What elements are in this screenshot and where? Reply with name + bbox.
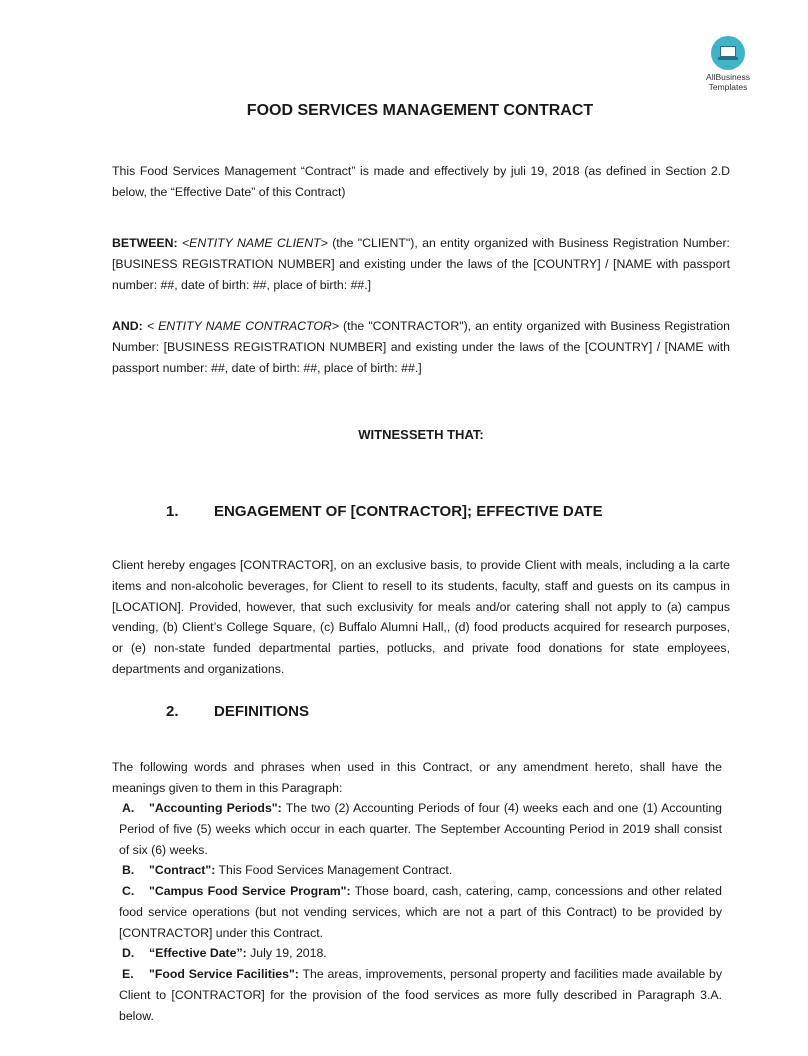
definition-term: "Accounting Periods": — [149, 801, 282, 815]
and-label: AND: — [112, 319, 143, 333]
section-1-body: Client hereby engages [CONTRACTOR], on an exclusive basis, to provide Client with meals, including a la carte items and non-alcoholic beverages, for Client to resell to its students, faculty, staff and guests on its campus in [LOCATION]. Provided, however, that such exclusivity for meals and/or catering shall not apply to (a) campus vending, (b) Client’s College Square, (c) Buffalo Alumni Hall,, (d) food products acquired for research purposes, or (e) non-state funded departmental parties, potlucks, and private food donations for state employees, departments and organizations. — [112, 558, 730, 676]
definition-term: "Food Service Facilities": — [149, 967, 299, 981]
definition-text: This Food Services Management Contract. — [215, 863, 453, 877]
document-title: FOOD SERVICES MANAGEMENT CONTRACT — [246, 102, 594, 119]
section-2-number: 2. — [166, 703, 179, 720]
and-text: (the "CONTRACTOR"), an entity organized with Business Registration Number: [BUSINESS REGISTRATION NUMBER] and existing under the laws of the [COUNTRY] / [NAME with passport number: ##, date of birth: ##, place of birth: ##.] — [112, 319, 730, 375]
definition-text: The areas, improvements, personal property and facilities made available by Client to [CONTRACTOR] for the provision of the food services as more fully described in Paragraph 3.A. below. — [119, 967, 722, 1023]
section-2-intro: The following words and phrases when used in this Contract, or any amendment hereto, shall have the meanings given to them in this Paragraph: — [112, 760, 722, 795]
intro-paragraph: This Food Services Management “Contract” is made and effectively by juli 19, 2018 (as defined in Section 2.D below, the “Effective Date” of this Contract) — [112, 164, 730, 199]
section-1-title: ENGAGEMENT OF [CONTRACTOR]; EFFECTIVE DATE — [214, 503, 603, 520]
definition-text: Those board, cash, catering, camp, concessions and other related food service operations (but not vending services, which are not a part of this Contract) to be provided by [CONTRACTOR] under this Contract. — [119, 884, 722, 940]
definition-letter: B. — [122, 863, 135, 877]
definition-text: The two (2) Accounting Periods of four (4) weeks each and one (1) Accounting Period of five (5) weeks which occur in each quarter. The September Accounting Period in 2019 shall consist of six (6) weeks. — [119, 801, 723, 857]
definition-letter: D. — [122, 946, 135, 960]
section-2-title: DEFINITIONS — [214, 703, 310, 720]
between-paragraph — [112, 233, 730, 295]
definition-letter: A. — [122, 801, 135, 815]
contractor-entity: < ENTITY NAME CONTRACTOR> — [142, 319, 339, 333]
definition-letter: C. — [122, 884, 135, 898]
definition-item — [119, 881, 722, 943]
witnesseth-heading: WITNESSETH THAT: — [358, 427, 484, 442]
logo-text-line2: Templates — [708, 82, 748, 92]
between-text: (the "CLIENT"), an entity organized with Business Registration Number: [BUSINESS REGISTRATION NUMBER] and existing under the laws of the [COUNTRY] / [NAME with passport number: ##, date of birth: ##, place of birth: ##.] — [112, 236, 730, 292]
definition-item — [119, 943, 722, 964]
definition-term: "Campus Food Service Program": — [149, 884, 351, 898]
between-label: BETWEEN: — [112, 236, 178, 250]
client-entity: <ENTITY NAME CLIENT> — [181, 236, 328, 250]
definition-term: “Effective Date”: — [149, 946, 247, 960]
definition-term: "Contract": — [149, 863, 216, 877]
definition-item — [119, 964, 722, 1026]
definition-item — [119, 860, 722, 881]
logo-text-line1: AllBusiness — [706, 72, 750, 82]
allbusiness-templates-logo — [700, 36, 756, 92]
definition-item — [119, 798, 722, 860]
definition-letter: E. — [122, 967, 134, 981]
section-1-number: 1. — [166, 503, 179, 520]
definition-text: July 19, 2018. — [246, 946, 327, 960]
laptop-icon — [711, 36, 745, 70]
and-paragraph — [112, 316, 730, 378]
